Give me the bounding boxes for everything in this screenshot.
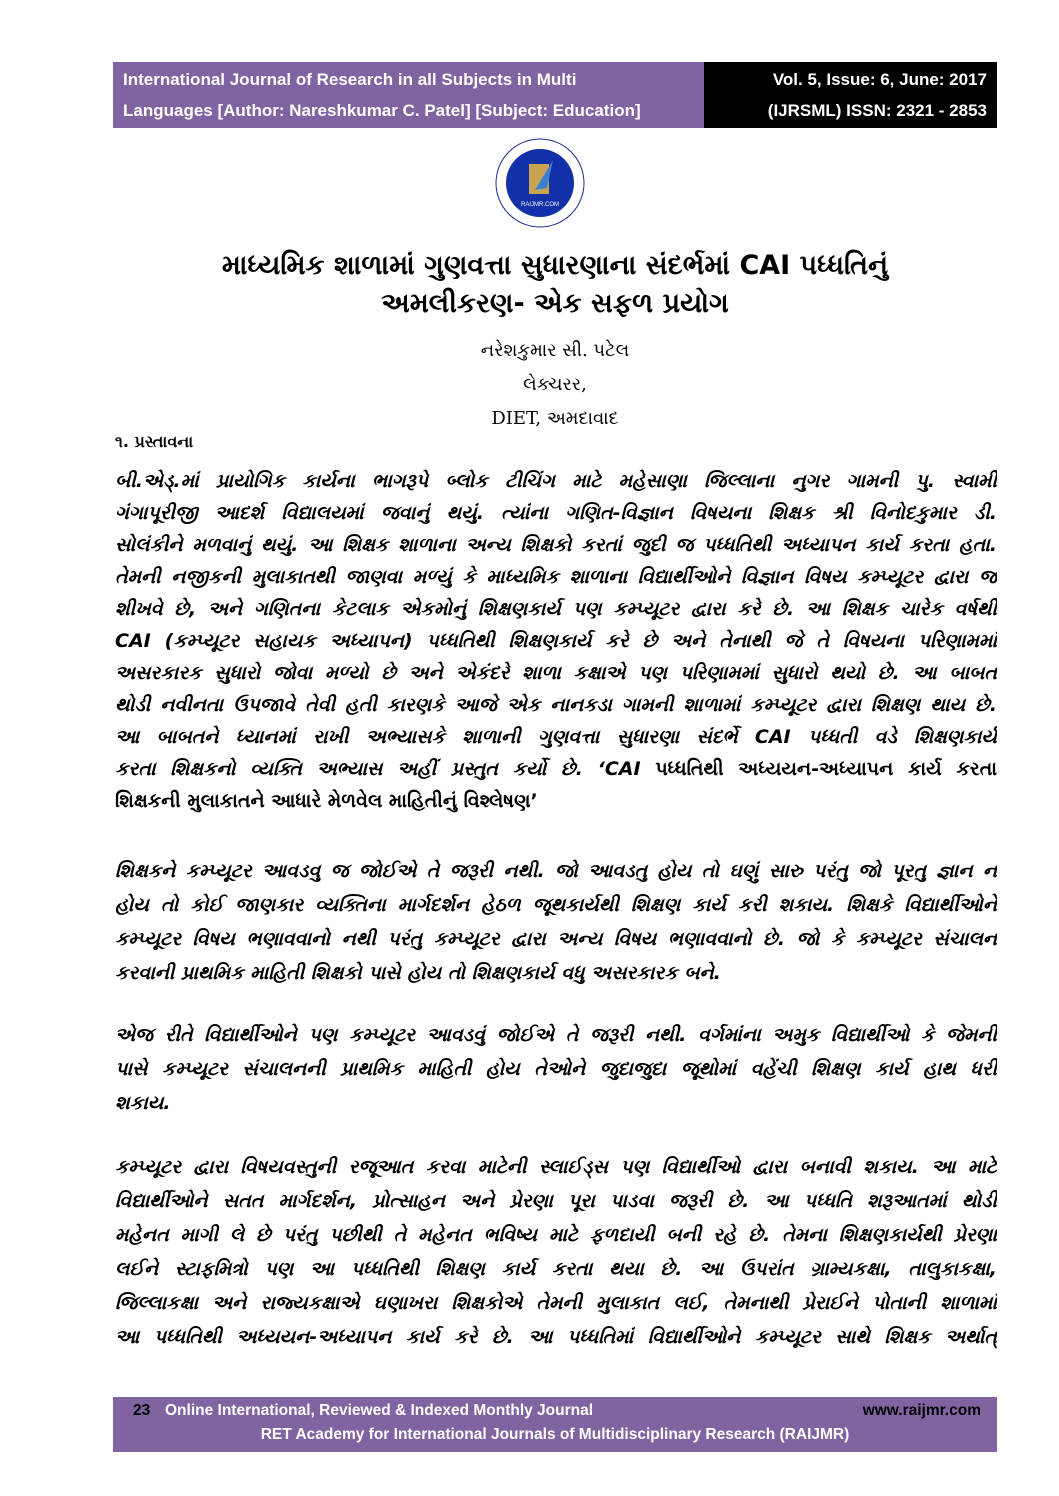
author-affiliation: DIET, અમદાવાદ bbox=[491, 408, 619, 429]
journal-logo bbox=[495, 138, 585, 228]
paragraph-line: વિદ્યાર્થીઓને સતત માર્ગદર્શન, પ્રોત્સાહન અને પ્રેરણા પૂરા પાડવા જરૂરી છે. આ પધ્ધતિ શરૂઆતમાં થોડી bbox=[115, 1190, 997, 1212]
article-title-line1: માધ્યમિક શાળામાં ગુણવત્તા સુધારણાના સંદર્ભમાં CAI પધ્ધતિનું bbox=[221, 250, 889, 281]
paragraph-line: CAI (કમ્પ્યૂટર સહાયક અધ્યાપન) પધ્ધતિથી શિક્ષણકાર્ય કરે છે અને તેનાથી જે તે વિષયના પરિણામમાં bbox=[115, 630, 997, 652]
article-title-line2: અમલીકરણ- એક સફળ પ્રયોગ bbox=[381, 288, 729, 319]
author-role: લેક્ચરર, bbox=[523, 374, 587, 395]
page-number: 23 bbox=[133, 1402, 151, 1419]
issue-info bbox=[704, 62, 997, 128]
journal-header bbox=[113, 62, 704, 128]
paragraph-line: જિલ્લાકક્ષા અને રાજ્યકક્ષાએ ઘણાખરા શિક્ષકોએ તેમની મુલાકાત લઈ, તેમનાથી પ્રેરાઈને પોતાની શાળામાં bbox=[115, 1292, 997, 1314]
journal-name-line2: Languages [Author: Nareshkumar C. Patel] [Subject: Education] bbox=[123, 101, 641, 120]
plain-text: કરતા શિક્ષકનો વ્યક્તિ અભ્યાસ અહીં પ્રસ્તુત કર્યો છે. ‘CAI bbox=[115, 758, 656, 780]
issn: (IJRSML) ISSN: 2321 - 2853 bbox=[767, 101, 987, 120]
bold-text: પધ્ધતિથી અધ્યયન-અધ્યાપન કાર્ય કરતા bbox=[655, 758, 997, 780]
paragraph-line: લઈને સ્ટાફમિત્રો પણ આ પધ્ધતિથી શિક્ષણ કાર્ય કરતા થયા છે. આ ઉપરાંત ગ્રામ્યકક્ષા, તાલુકાકક્ષા, bbox=[115, 1258, 997, 1280]
paragraph-line: શકાય. bbox=[115, 1092, 171, 1114]
footer-publisher: RET Academy for International Journals of Multidisciplinary Research (RAIJMR) bbox=[260, 1426, 850, 1443]
paragraph-line: ગંગાપૂરીજી આદર્શ વિદ્યાલયમાં જવાનું થયું. ત્યાંના ગણિત-વિજ્ઞાન વિષયના શિક્ષક શ્રી વિનોદકુમાર ડી. bbox=[115, 502, 997, 524]
paragraph-line: સોલંકીને મળવાનું થયું. આ શિક્ષક શાળાના અન્ય શિક્ષકો કરતાં જુદી જ પધ્ધતિથી અધ્યાપન કાર્ય કરતા હતા. bbox=[115, 534, 997, 556]
paragraph-line: શિક્ષકને કમ્પ્યૂટર આવડવુ જ જોઈએ તે જરૂરી નથી. જો આવડતુ હોય તો ઘણું સારુ પરંતુ જો પૂરતુ જ્ઞાન ન bbox=[115, 860, 997, 882]
paragraph-line: આ પધ્ધતિથી અધ્યયન-અધ્યાપન કાર્ય કરે છે. આ પધ્ધતિમાં વિદ્યાર્થીઓને કમ્પ્યૂટર સાથે શિક્ષક અર્થાત્ bbox=[115, 1326, 997, 1348]
paragraph-line: મહેનત માગી લે છે પરંતુ પછીથી તે મહેનત ભવિષ્ય માટે ફળદાયી બની રહે છે. તેમના શિક્ષણકાર્યથી પ્રેરણા bbox=[115, 1224, 997, 1246]
journal-name-line1: International Journal of Research in all Subjects in Multi bbox=[123, 70, 577, 89]
footer-url[interactable]: www.raijmr.com bbox=[862, 1402, 981, 1419]
paragraph-line: અસરકારક સુધારો જોવા મળ્યો છે અને એકંદરે શાળા કક્ષાએ પણ પરિણામમાં સુધારો થયો છે. આ બાબત bbox=[115, 662, 997, 684]
paragraph-line: પાસે કમ્પ્યૂટર સંચાલનની પ્રાથમિક માહિતી હોય તેઓને જુદાજુદા જૂથોમાં વહેંચી શિક્ષણ કાર્ય હાથ ધરી bbox=[115, 1058, 997, 1080]
paragraph-line: થોડી નવીનતા ઉપજાવે તેવી હતી કારણકે આજે એક નાનકડા ગામની શાળામાં કમ્પ્યૂટર દ્વારા શિક્ષણ થાય છે. bbox=[115, 694, 997, 716]
paragraph-line: બી.એડ્.માં પ્રાયોગિક કાર્યના ભાગરૂપે બ્લોક ટીચિંગ માટે મહેસાણા જિલ્લાના નુગર ગામની પુ. સ્વામી bbox=[115, 470, 997, 492]
paragraph-line bbox=[115, 754, 997, 784]
paragraph-line: તેમની નજીકની મુલાકાતથી જાણવા મળ્યું કે માધ્યમિક શાળાના વિદ્યાર્થીઓને વિજ્ઞાન વિષય કમ્પ્યૂટર દ્વારા જ bbox=[115, 566, 997, 588]
paragraph-line: શિક્ષકની મુલાકાતને આધારે મેળવેલ માહિતીનું વિશ્લેષણ’ bbox=[115, 790, 538, 812]
section-heading: ૧. પ્રસ્તાવના bbox=[115, 432, 194, 451]
paragraph-line: હોય તો કોઈ જાણકાર વ્યક્તિના માર્ગદર્શન હેઠળ જૂથકાર્યથી શિક્ષણ કાર્ય કરી શકાય. શિક્ષકે વિદ્યાર્થીઓને bbox=[115, 894, 997, 916]
paragraph-line: કરવાની પ્રાથમિક માહિતી શિક્ષકો પાસે હોય તો શિક્ષણકાર્ય વધુ અસરકારક બને. bbox=[115, 962, 721, 984]
paragraph-line: કમ્પ્યૂટર દ્વારા વિષયવસ્તુની રજૂઆત કરવા માટેની સ્લાઈડ્સ પણ વિદ્યાર્થીઓ દ્વારા બનાવી શકાય. આ માટે bbox=[115, 1156, 997, 1178]
author-name: નરેશકુમાર સી. પટેલ bbox=[480, 340, 630, 361]
paragraph-line: એજ રીતે વિદ્યાર્થીઓને પણ કમ્પ્યૂટર આવડવું જોઈએ તે જરૂરી નથી. વર્ગમાંના અમુક વિદ્યાર્થીઓ કે જેમની bbox=[115, 1024, 997, 1046]
page-footer bbox=[113, 1397, 997, 1452]
paragraph-line: શીખવે છે, અને ગણિતના કેટલાક એકમોનું શિક્ષણકાર્ય પણ કમ્પ્યૂટર દ્વારા કરે છે. આ શિક્ષક ચારેક વર્ષથી bbox=[115, 598, 997, 620]
paragraph-line: આ બાબતને ધ્યાનમાં રાખી અભ્યાસકે શાળાની ગુણવત્તા સુધારણા સંદર્ભે CAI પધ્ધતી વડે શિક્ષણકાર્ય bbox=[115, 726, 997, 748]
paragraph-line: કમ્પ્યૂટર વિષય ભણાવવાનો નથી પરંતુ કમ્પ્યૂટર દ્વારા અન્ય વિષય ભણાવવાનો છે. જો કે કમ્પ્યૂટર સંચાલન bbox=[115, 928, 997, 950]
svg-text:RAIJMR.COM: RAIJMR.COM bbox=[521, 202, 559, 208]
volume-issue: Vol. 5, Issue: 6, June: 2017 bbox=[772, 70, 987, 89]
footer-tagline: Online International, Reviewed & Indexed Monthly Journal bbox=[165, 1402, 594, 1419]
